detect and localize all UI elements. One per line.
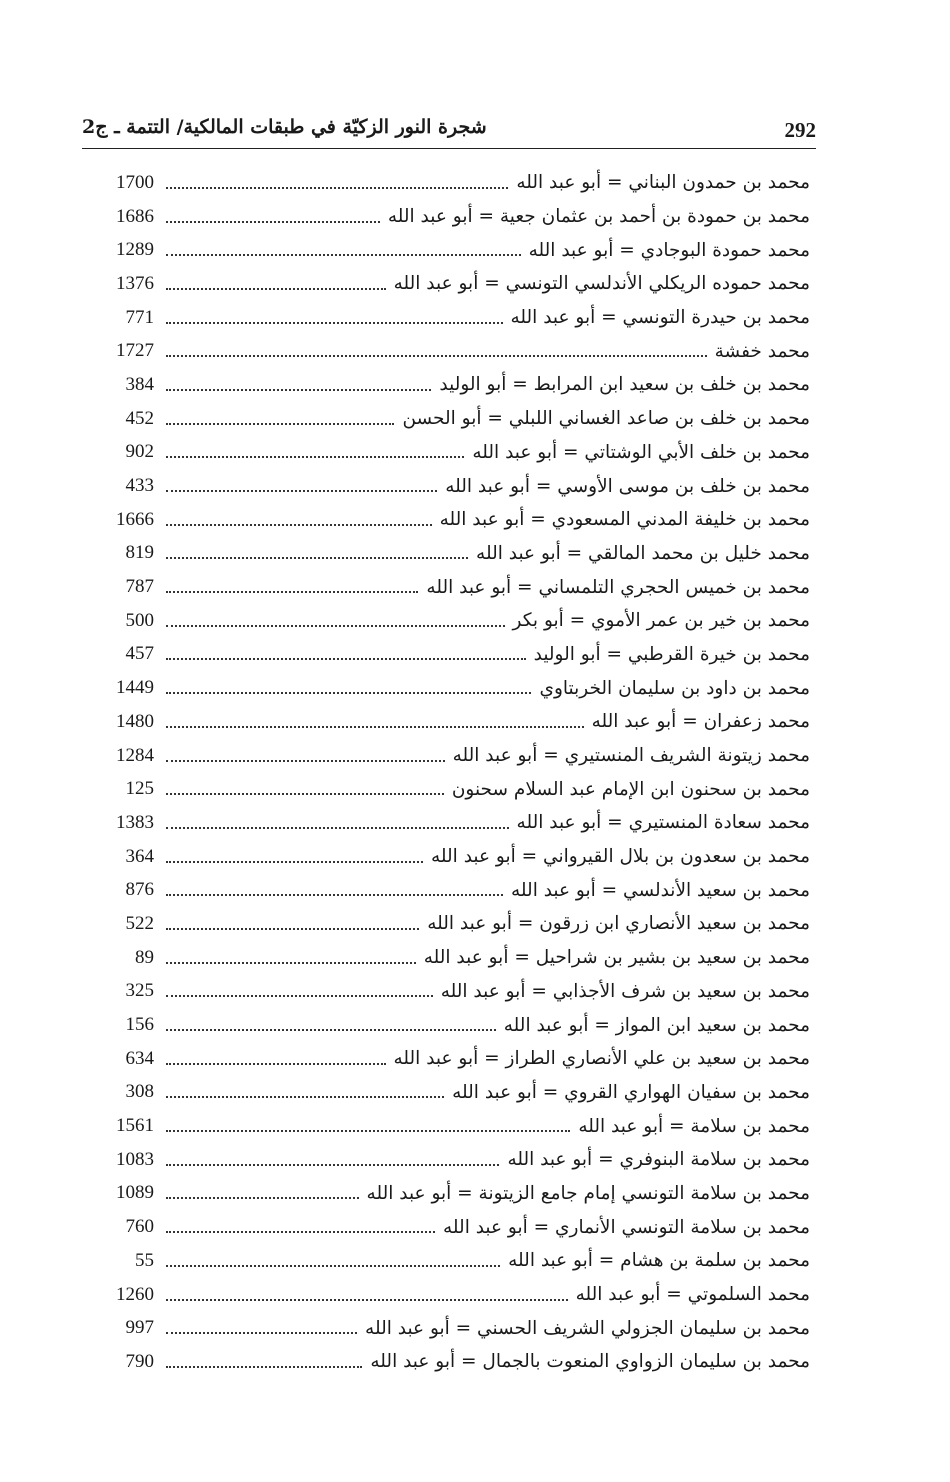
entry-page-number: 1449 (116, 677, 154, 699)
index-entry (84, 638, 810, 672)
index-entry (84, 806, 810, 840)
dot-leader (166, 726, 584, 728)
dot-leader (166, 1299, 568, 1301)
index-entry (84, 1345, 810, 1379)
dot-leader (166, 928, 419, 930)
entry-page-number: 876 (125, 879, 154, 901)
dot-leader (166, 995, 433, 997)
index-entry (84, 1210, 810, 1244)
entry-name: محمد بن سلامة التونسي إمام جامع الزيتونة = أبو عبد الله (366, 1182, 810, 1204)
dot-leader (166, 962, 416, 964)
entry-name: محمد بن خلف بن موسى الأوسي = أبو عبد الله (445, 475, 810, 497)
entry-name: محمد بن خليفة المدني المسعودي = أبو عبد الله (439, 509, 810, 531)
entry-page-number: 433 (125, 475, 154, 497)
index-entry (84, 840, 810, 874)
running-title: شجرة النور الزكيّة في طبقات المالكية/ التتمة ـ ج2 (82, 116, 487, 138)
entry-name: محمد بن سلامة التونسي الأنماري = أبو عبد الله (443, 1216, 810, 1238)
entry-name: محمد بن سفيان الهواري القروي = أبو عبد الله (452, 1081, 810, 1103)
entry-name: محمد سعادة المنستيري = أبو عبد الله (516, 812, 810, 834)
dot-leader (166, 1164, 499, 1166)
dot-leader (166, 322, 503, 324)
entry-page-number: 790 (125, 1350, 154, 1372)
index-entry (84, 301, 810, 335)
index-entry (84, 772, 810, 806)
index-entry (84, 1311, 810, 1345)
entry-page-number: 500 (125, 609, 154, 631)
index-entry (84, 1143, 810, 1177)
entry-page-number: 452 (125, 407, 154, 429)
dot-leader (166, 894, 503, 896)
entry-name: محمد بن سعيد الأنصاري ابن زرقون = أبو عبد الله (427, 913, 810, 935)
entry-name: محمد بن سليمان الجزولي الشريف الحسني = أبو عبد الله (365, 1317, 810, 1339)
entry-page-number: 1289 (116, 239, 154, 261)
entry-page-number: 384 (125, 373, 154, 395)
entry-name: محمد بن سعيد بن علي الأنصاري الطراز = أبو عبد الله (393, 1048, 810, 1070)
index-entry (84, 975, 810, 1009)
index-entry (84, 1109, 810, 1143)
index-entry (84, 1042, 810, 1076)
index-entry (84, 469, 810, 503)
entry-name: محمد بن سليمان الزواوي المنعوت بالجمال = أبو عبد الله (370, 1351, 810, 1373)
dot-leader (166, 1130, 570, 1132)
index-entry (84, 166, 810, 200)
entry-page-number: 1700 (116, 171, 154, 193)
dot-leader (166, 1366, 362, 1368)
dot-leader (166, 827, 509, 829)
dot-leader (166, 187, 508, 189)
index-entry (84, 671, 810, 705)
index-entry (84, 1008, 810, 1042)
entry-page-number: 1376 (116, 272, 154, 294)
dot-leader (166, 1265, 500, 1267)
entry-name: محمد بن سعيد الأندلسي = أبو عبد الله (511, 879, 810, 901)
dot-leader (166, 793, 444, 795)
page-header (82, 112, 816, 149)
entry-name: محمد بن حمودة بن أحمد بن عثمان جعية = أبو عبد الله (387, 206, 810, 228)
dot-leader (166, 625, 505, 627)
entry-page-number: 89 (135, 946, 154, 968)
entry-name: محمد بن سحنون ابن الإمام عبد السلام سحنون (451, 778, 810, 800)
entry-page-number: 771 (125, 306, 154, 328)
entry-name: محمد بن خيرة القرطبي = أبو الوليد (533, 643, 810, 665)
entry-name: محمد بن سلامة البنوفري = أبو عبد الله (507, 1149, 810, 1171)
entry-page-number: 819 (125, 542, 154, 564)
dot-leader (166, 389, 431, 391)
entry-name: محمد بن حمدون البناني = أبو عبد الله (516, 172, 810, 194)
entry-page-number: 156 (125, 1014, 154, 1036)
index-entry (84, 1177, 810, 1211)
entry-page-number: 457 (125, 643, 154, 665)
entry-name: محمد بن خلف بن صاعد الغساني اللبلي = أبو الحسن (402, 408, 810, 430)
index-entry (84, 604, 810, 638)
entry-name: محمد زيتونة الشريف المنستيري = أبو عبد الله (452, 745, 810, 767)
entry-name: محمد زعفران = أبو عبد الله (591, 711, 810, 733)
entry-name: محمد بن سعيد بن بشير بن شراحيل = أبو عبد الله (423, 947, 810, 969)
entry-page-number: 1666 (116, 508, 154, 530)
index-entry (84, 402, 810, 436)
entry-name: محمد بن سعيد بن شرف الأجذابي = أبو عبد الله (440, 980, 810, 1002)
index-entry (84, 368, 810, 402)
dot-leader (166, 524, 432, 526)
index-entry (84, 941, 810, 975)
page-number: 292 (784, 118, 816, 142)
entry-page-number: 1260 (116, 1283, 154, 1305)
entry-name: محمد خفشة (714, 340, 810, 362)
entry-name: محمد بن خلف بن سعيد ابن المرابط = أبو الوليد (439, 374, 810, 396)
index-entry (84, 267, 810, 301)
index-entry (84, 907, 810, 941)
index-entry (84, 503, 810, 537)
entry-name: محمد بن خميس الحجري التلمساني = أبو عبد الله (426, 576, 810, 598)
index-entry (84, 436, 810, 470)
entry-page-number: 364 (125, 845, 154, 867)
dot-leader (166, 1197, 359, 1199)
entry-name: محمد بن سلمة بن هشام = أبو عبد الله (508, 1250, 810, 1272)
entry-page-number: 522 (125, 912, 154, 934)
dot-leader (166, 1063, 386, 1065)
dot-leader (166, 692, 531, 694)
dot-leader (166, 423, 394, 425)
dot-leader (166, 221, 380, 223)
entry-page-number: 902 (125, 441, 154, 463)
index-entry (84, 705, 810, 739)
dot-leader (166, 658, 526, 660)
entry-page-number: 1480 (116, 710, 154, 732)
index-entry (84, 1244, 810, 1278)
index-entry (84, 1076, 810, 1110)
entry-page-number: 787 (125, 576, 154, 598)
dot-leader (166, 1332, 357, 1334)
entry-name: محمد بن سعدون بن بلال القيرواني = أبو عبد الله (431, 846, 810, 868)
dot-leader (166, 355, 707, 357)
entry-name: محمد بن داود بن سليمان الخربتاوي (539, 677, 810, 699)
entry-page-number: 1383 (116, 811, 154, 833)
dot-leader (166, 288, 386, 290)
dot-leader (166, 861, 423, 863)
entry-page-number: 1727 (116, 340, 154, 362)
index-list (84, 166, 810, 1379)
entry-page-number: 1089 (116, 1182, 154, 1204)
entry-page-number: 308 (125, 1081, 154, 1103)
entry-page-number: 1083 (116, 1148, 154, 1170)
index-entry (84, 739, 810, 773)
index-entry (84, 570, 810, 604)
dot-leader (166, 1029, 496, 1031)
dot-leader (166, 1096, 444, 1098)
entry-name: محمد السلموتي = أبو عبد الله (575, 1284, 810, 1306)
index-entry (84, 334, 810, 368)
entry-page-number: 997 (125, 1317, 154, 1339)
dot-leader (166, 456, 464, 458)
dot-leader (166, 1231, 435, 1233)
index-entry (84, 1278, 810, 1312)
entry-name: محمد بن سلامة = أبو عبد الله (578, 1115, 810, 1137)
entry-page-number: 1686 (116, 205, 154, 227)
dot-leader (166, 254, 521, 256)
entry-name: محمد حموده الريكلي الأندلسي التونسي = أبو عبد الله (393, 273, 810, 295)
entry-name: محمد بن خير بن عمر الأموي = أبو بكر (512, 610, 810, 632)
entry-page-number: 325 (125, 980, 154, 1002)
entry-name: محمد خليل بن محمد المالقي = أبو عبد الله (476, 542, 810, 564)
dot-leader (166, 760, 445, 762)
index-entry (84, 873, 810, 907)
entry-page-number: 760 (125, 1216, 154, 1238)
dot-leader (166, 557, 468, 559)
entry-page-number: 1561 (116, 1115, 154, 1137)
entry-name: محمد حمودة البوجادي = أبو عبد الله (528, 239, 810, 261)
index-entry (84, 233, 810, 267)
dot-leader (166, 490, 437, 492)
entry-page-number: 55 (135, 1249, 154, 1271)
entry-name: محمد بن حيدرة التونسي = أبو عبد الله (510, 307, 810, 329)
entry-page-number: 634 (125, 1047, 154, 1069)
index-entry (84, 537, 810, 571)
entry-name: محمد بن خلف الأبي الوشتاتي = أبو عبد الله (472, 441, 810, 463)
index-entry (84, 200, 810, 234)
dot-leader (166, 591, 418, 593)
entry-page-number: 125 (125, 778, 154, 800)
entry-name: محمد بن سعيد ابن المواز = أبو عبد الله (503, 1014, 810, 1036)
entry-page-number: 1284 (116, 744, 154, 766)
